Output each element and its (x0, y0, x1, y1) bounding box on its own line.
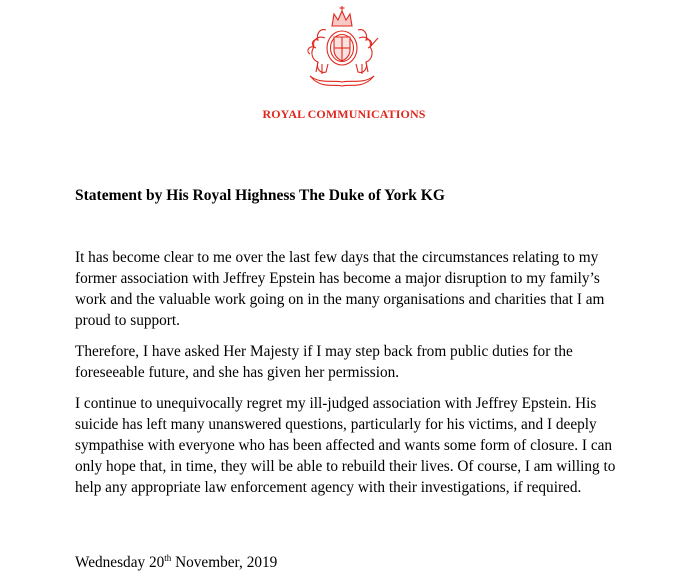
date-prefix: Wednesday 20 (75, 554, 165, 571)
date-rest: November, 2019 (171, 554, 278, 571)
date-ordinal: th (164, 553, 172, 563)
paragraph-2: Therefore, I have asked Her Majesty if I may step back from public duties for the foreseeable future, and she has given her permission. (75, 343, 573, 381)
royal-coat-of-arms-icon (296, 4, 388, 92)
paragraph-3: I continue to unequivocally regret my ill-judged association with Jeffrey Epstein. His suicide has left many unanswered questions, particularly for his victims, and I deeply sympathise with everyone who has been affected and wants some form of closure. I can only hope that, in time, they will be able to rebuild their lives. Of course, I am willing to help any appropriate law enforcement agency with their investigations, if required. (75, 395, 616, 496)
statement-title: Statement by His Royal Highness The Duke of York KG (75, 187, 445, 204)
paragraph-1: It has become clear to me over the last few days that the circumstances relating to my former association with Jeffrey Epstein has become a major disruption to my family’s work and the valuable work going on in the many organisations and charities that I am proud to support. (75, 249, 605, 329)
letterhead-header: ROYAL COMMUNICATIONS (262, 107, 426, 121)
statement-date (75, 553, 277, 572)
